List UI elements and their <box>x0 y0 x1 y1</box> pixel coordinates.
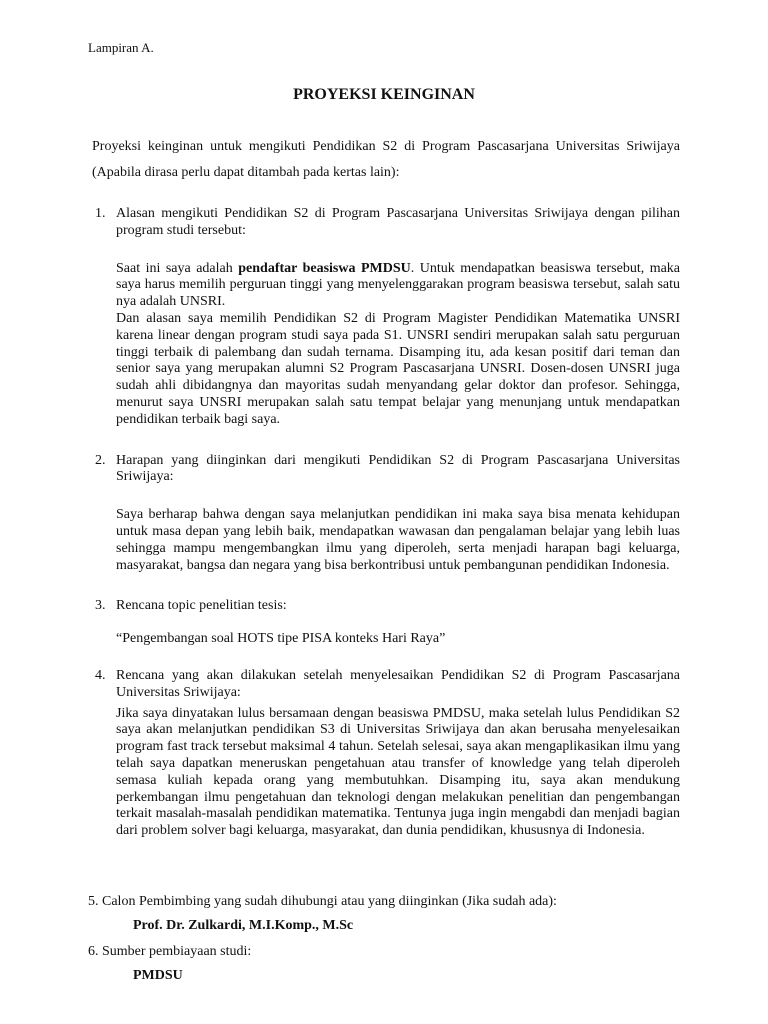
item-answer-continued: Dan alasan saya memilih Pendidikan S2 di Program Magister Pendidikan Matematika UNSRI karena linear dengan program studi saya pada S1. UNSRI sendiri merupakan salah satu perguruan tinggi terbaik di palembang dan sudah ternama. Disamping itu, ada kesan positif dari teman dan senior saya yang merupakan alumni S2 Program Pascasarjana UNSRI. Dosen-dosen UNSRI juga sudah ahli dibidangnya dan mayoritas sudah menyandang gelar doktor dan profesor. Sehingga, menurut saya UNSRI merupakan salah satu tempat belajar yang menunjang untuk mendapatkan pendidikan terbaik bagi saya. <box>116 310 680 427</box>
list-item-1 <box>92 206 680 429</box>
list-item-4 <box>92 668 680 840</box>
answer-text: . Untuk mendapatkan beasiswa tersebut, maka saya harus memilih perguruan tinggi yang menyelenggarakan program beasiswa tersebut, salah satu nya adalah UNSRI. <box>116 260 681 310</box>
item-number: 1. <box>95 206 106 221</box>
item-question: Harapan yang diinginkan dari mengikuti Pendidikan S2 di Program Pascasarjana Universitas Sriwijaya: <box>116 452 680 485</box>
answer-emphasis: pendaftar beasiswa PMDSU <box>238 260 411 276</box>
item-question: Alasan mengikuti Pendidikan S2 di Program Pascasarjana Universitas Sriwijaya dengan pilihan program studi tersebut: <box>116 206 680 238</box>
item-question: Rencana topic penelitian tesis: <box>116 598 287 614</box>
list-item-2 <box>92 453 680 575</box>
item-number: 2. <box>95 452 106 468</box>
question-list <box>92 206 680 840</box>
item-answer: Jika saya dinyatakan lulus bersamaan dengan beasiswa PMDSU, maka setelah lulus Pendidikan S2 saya akan melanjutkan pendidikan S3 di Universitas Sriwijaya dan akan berusaha menyelesaikan program fast track tersebut maksimal 4 tahun. Setelah selesai, saya akan mengaplikasikan ilmu yang telah saya dapatkan meneruskan pengetahuan atau transfer of knowledge yang telah diperoleh semasa kuliah kepada orang yang membutuhkan. Disamping itu, saya akan mendukung perkembangan ilmu pengetahuan dan teknologi dengan melakukan penelitian dan pengembangan terkait masalah-masalah pendidikan matematika. Tentunya juga ingin mengabdi dan menjadi bagian dari problem solver bagi keluarga, masyarakat, dan dunia pendidikan, khususnya di Indonesia. <box>116 705 680 839</box>
answer-text: Saat ini saya adalah <box>116 260 239 276</box>
list-item-3 <box>92 598 680 648</box>
intro-paragraph: Proyeksi keinginan untuk mengikuti Pendidikan S2 di Program Pascasarjana Universitas Sriwijaya (Apabila dirasa perlu dapat ditambah pada kertas lain): <box>92 139 680 180</box>
item-answer: “Pengembangan soal HOTS tipe PISA konteks Hari Raya” <box>116 631 446 647</box>
item-answer: Saya berharap bahwa dengan saya melanjutkan pendidikan ini maka saya bisa menata kehidupan untuk masa depan yang lebih baik, mendapatkan wawasan dan pengalaman belajar yang lebih luas sehingga mampu mengembangkan ilmu yang diperoleh, serta menjadi harapan bagi keluarga, masyarakat, bangsa dan negara yang bisa berkontribusi untuk pembangunan pendidikan Indonesia. <box>116 507 680 573</box>
appendix-label: Lampiran A. <box>88 40 154 55</box>
item-6-label: 6. Sumber pembiayaan studi: <box>88 944 252 959</box>
item-number: 3. <box>95 598 106 614</box>
item-answer <box>116 261 680 311</box>
page-title: PROYEKSI KEINGINAN <box>293 86 475 103</box>
item-6-value: PMDSU <box>133 968 183 983</box>
item-5-label: 5. Calon Pembimbing yang sudah dihubungi atau yang diinginkan (Jika sudah ada): <box>88 894 557 909</box>
item-question: Rencana yang akan dilakukan setelah menyelesaikan Pendidikan S2 di Program Pascasarjana Universitas Sriwijaya: <box>116 667 680 700</box>
item-5-value: Prof. Dr. Zulkardi, M.I.Komp., M.Sc <box>133 918 354 933</box>
item-number: 4. <box>95 667 106 683</box>
